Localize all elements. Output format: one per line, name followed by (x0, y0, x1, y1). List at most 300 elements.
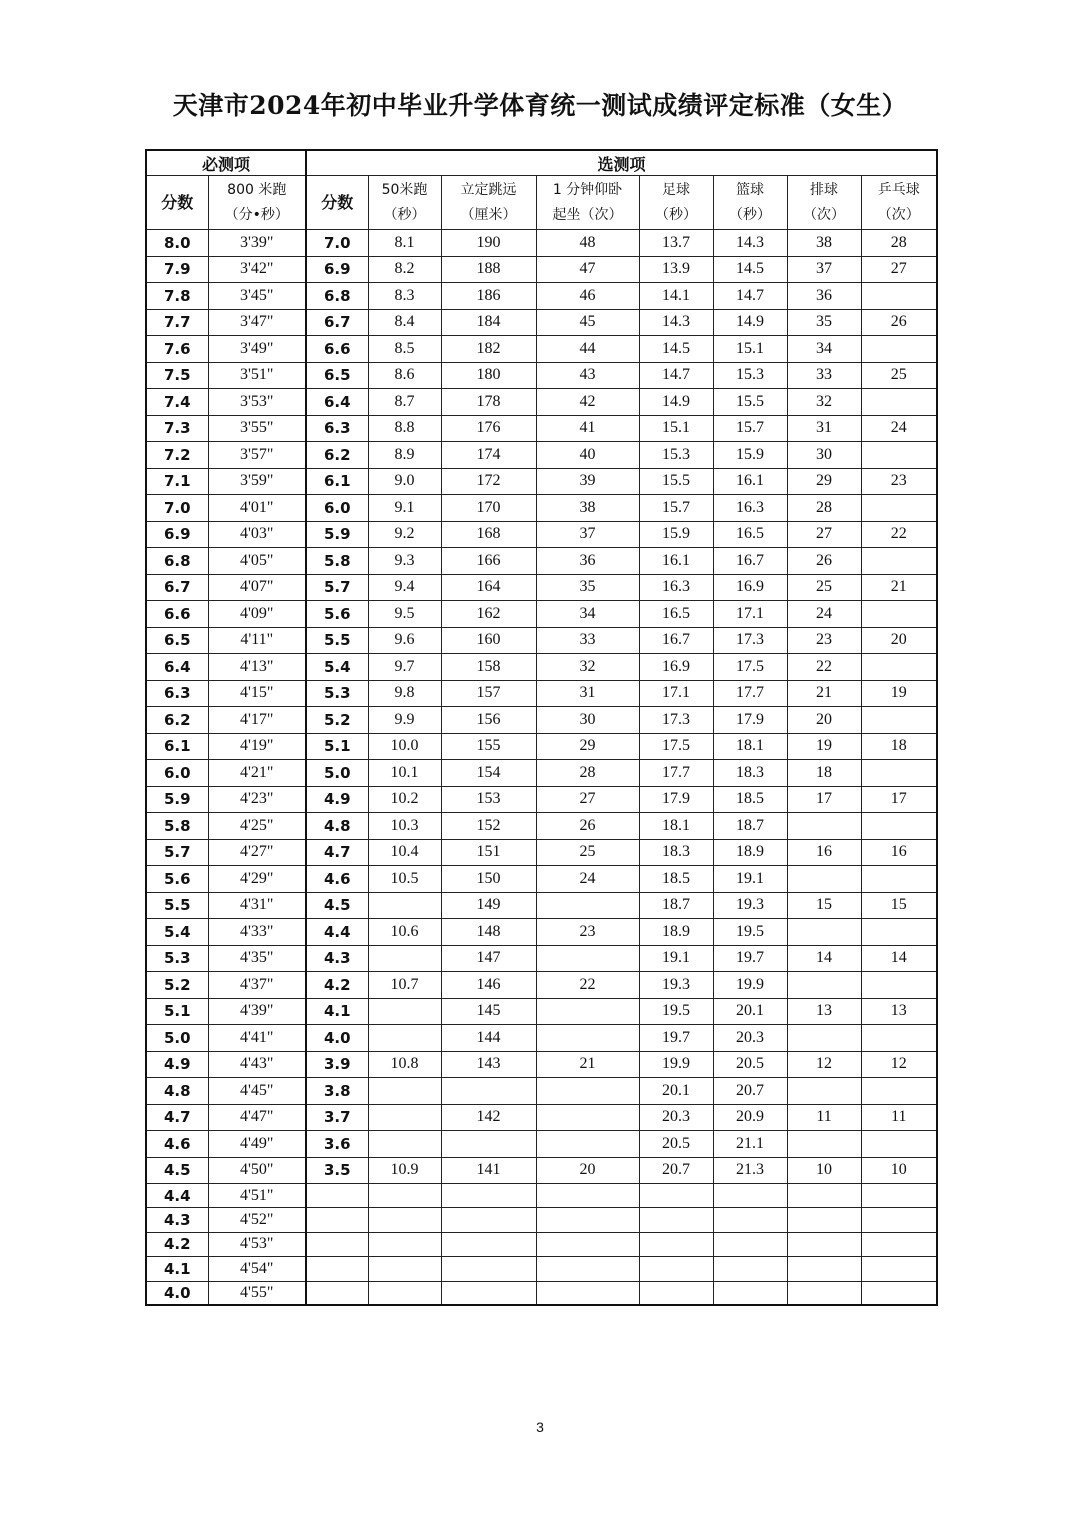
basketball-cell (713, 1257, 787, 1281)
long-jump-cell: 172 (441, 468, 536, 495)
score2-cell: 6.4 (306, 389, 368, 416)
basketball-cell: 21.3 (713, 1157, 787, 1184)
situps-cell: 28 (536, 760, 639, 787)
score-cell: 4.1 (146, 1257, 208, 1281)
table-row (146, 786, 937, 813)
volleyball-cell: 22 (787, 654, 861, 681)
basketball-cell: 19.3 (713, 892, 787, 919)
football-cell: 16.3 (639, 574, 713, 601)
long-jump-cell: 170 (441, 495, 536, 522)
score-cell: 6.8 (146, 548, 208, 575)
table-row (146, 495, 937, 522)
long-jump-cell: 160 (441, 627, 536, 654)
volleyball-cell (787, 1184, 861, 1208)
table-row (146, 707, 937, 734)
run800-cell: 3'39" (208, 230, 306, 257)
volleyball-cell (787, 1257, 861, 1281)
run50-cell: 9.7 (368, 654, 441, 681)
score-cell: 6.2 (146, 707, 208, 734)
situps-cell: 44 (536, 336, 639, 363)
score2-cell: 4.4 (306, 919, 368, 946)
run800-cell: 4'35" (208, 945, 306, 972)
situps-cell: 46 (536, 283, 639, 310)
run800-cell: 3'47" (208, 309, 306, 336)
score2-cell: 4.6 (306, 866, 368, 893)
football-cell: 17.3 (639, 707, 713, 734)
score-cell: 7.5 (146, 362, 208, 389)
table-row (146, 627, 937, 654)
football-cell: 19.7 (639, 1025, 713, 1052)
basketball-cell: 14.9 (713, 309, 787, 336)
football-cell: 19.1 (639, 945, 713, 972)
score-cell: 5.8 (146, 813, 208, 840)
score2-cell: 6.9 (306, 256, 368, 283)
page-title: 天津市2024年初中毕业升学体育统一测试成绩评定标准（女生） (172, 91, 908, 120)
score2-cell: 6.6 (306, 336, 368, 363)
basketball-cell: 18.3 (713, 760, 787, 787)
run50-cell: 9.6 (368, 627, 441, 654)
situps-cell (536, 1025, 639, 1052)
score2-cell: 5.8 (306, 548, 368, 575)
score-cell: 5.3 (146, 945, 208, 972)
score-cell: 4.0 (146, 1281, 208, 1305)
run50-cell: 9.2 (368, 521, 441, 548)
basketball-cell: 19.1 (713, 866, 787, 893)
pingpong-cell: 19 (861, 680, 937, 707)
situps-cell (536, 892, 639, 919)
football-cell: 14.7 (639, 362, 713, 389)
score-cell: 7.6 (146, 336, 208, 363)
situps-cell: 33 (536, 627, 639, 654)
volleyball-cell: 28 (787, 495, 861, 522)
score-cell: 5.7 (146, 839, 208, 866)
football-cell: 17.1 (639, 680, 713, 707)
run50-cell: 9.1 (368, 495, 441, 522)
score-cell: 5.0 (146, 1025, 208, 1052)
table-row (146, 230, 937, 257)
long-jump-cell: 180 (441, 362, 536, 389)
pingpong-cell: 23 (861, 468, 937, 495)
situps-cell: 25 (536, 839, 639, 866)
run800-cell: 3'42" (208, 256, 306, 283)
situps-cell (536, 1208, 639, 1232)
table-row (146, 1025, 937, 1052)
group-header-row (146, 150, 937, 176)
pingpong-cell (861, 1208, 937, 1232)
long-jump-cell: 184 (441, 309, 536, 336)
long-jump-cell: 145 (441, 998, 536, 1025)
run800-cell: 4'53" (208, 1232, 306, 1256)
football-cell: 17.9 (639, 786, 713, 813)
volleyball-cell: 23 (787, 627, 861, 654)
long-jump-cell: 142 (441, 1104, 536, 1131)
volleyball-cell (787, 813, 861, 840)
score-cell: 4.7 (146, 1104, 208, 1131)
long-jump-cell: 182 (441, 336, 536, 363)
run800-cell: 4'54" (208, 1257, 306, 1281)
score2-cell: 3.6 (306, 1131, 368, 1158)
score-cell: 7.1 (146, 468, 208, 495)
score-standard-table (145, 149, 938, 1306)
volleyball-cell: 14 (787, 945, 861, 972)
pingpong-cell (861, 813, 937, 840)
score-cell: 6.0 (146, 760, 208, 787)
volleyball-cell: 24 (787, 601, 861, 628)
run800-cell: 4'19" (208, 733, 306, 760)
run50-cell: 8.8 (368, 415, 441, 442)
table-row (146, 442, 937, 469)
basketball-cell: 17.5 (713, 654, 787, 681)
table-row (146, 389, 937, 416)
run50-cell: 8.6 (368, 362, 441, 389)
pingpong-cell (861, 283, 937, 310)
situps-cell: 37 (536, 521, 639, 548)
football-cell: 17.5 (639, 733, 713, 760)
score2-cell: 5.5 (306, 627, 368, 654)
basketball-cell: 16.1 (713, 468, 787, 495)
pingpong-cell: 17 (861, 786, 937, 813)
basketball-cell: 21.1 (713, 1131, 787, 1158)
pingpong-cell (861, 1184, 937, 1208)
pingpong-cell: 28 (861, 230, 937, 257)
football-cell: 16.7 (639, 627, 713, 654)
situps-cell: 31 (536, 680, 639, 707)
score2-cell: 6.8 (306, 283, 368, 310)
table-row (146, 283, 937, 310)
run50-cell: 8.1 (368, 230, 441, 257)
score-cell: 5.1 (146, 998, 208, 1025)
score2-cell (306, 1281, 368, 1305)
pingpong-cell: 10 (861, 1157, 937, 1184)
score2-cell (306, 1184, 368, 1208)
pingpong-cell: 15 (861, 892, 937, 919)
long-jump-cell: 146 (441, 972, 536, 999)
basketball-header: 篮球 （秒） (713, 176, 787, 230)
basketball-cell (713, 1184, 787, 1208)
long-jump-cell: 151 (441, 839, 536, 866)
run800-cell: 4'27" (208, 839, 306, 866)
table-row (146, 309, 937, 336)
table-row (146, 468, 937, 495)
football-cell: 16.9 (639, 654, 713, 681)
long-jump-cell (441, 1281, 536, 1305)
score2-cell: 7.0 (306, 230, 368, 257)
table-row (146, 521, 937, 548)
table-row (146, 336, 937, 363)
score-cell: 5.9 (146, 786, 208, 813)
table-row (146, 945, 937, 972)
table-row (146, 866, 937, 893)
table-row (146, 919, 937, 946)
run800-cell: 4'43" (208, 1051, 306, 1078)
score2-cell: 5.9 (306, 521, 368, 548)
score2-cell: 3.5 (306, 1157, 368, 1184)
basketball-cell: 14.3 (713, 230, 787, 257)
run800-cell: 4'13" (208, 654, 306, 681)
score-cell: 7.9 (146, 256, 208, 283)
situps-cell: 48 (536, 230, 639, 257)
volleyball-cell: 35 (787, 309, 861, 336)
run50-cell: 10.4 (368, 839, 441, 866)
pingpong-cell (861, 654, 937, 681)
table-row (146, 415, 937, 442)
basketball-cell: 16.5 (713, 521, 787, 548)
pingpong-cell (861, 389, 937, 416)
volleyball-cell: 32 (787, 389, 861, 416)
table-row (146, 760, 937, 787)
long-jump-cell: 174 (441, 442, 536, 469)
table-body (146, 230, 937, 1306)
run50-cell (368, 1208, 441, 1232)
football-cell: 17.7 (639, 760, 713, 787)
situps-cell: 22 (536, 972, 639, 999)
run50-cell: 10.3 (368, 813, 441, 840)
score-cell: 7.8 (146, 283, 208, 310)
run800-cell: 3'51" (208, 362, 306, 389)
football-cell: 14.3 (639, 309, 713, 336)
score2-cell: 5.1 (306, 733, 368, 760)
volleyball-cell: 31 (787, 415, 861, 442)
run50-cell: 10.8 (368, 1051, 441, 1078)
volleyball-cell: 38 (787, 230, 861, 257)
run50-cell: 9.5 (368, 601, 441, 628)
situps-cell (536, 1131, 639, 1158)
volleyball-cell: 15 (787, 892, 861, 919)
pingpong-cell: 13 (861, 998, 937, 1025)
football-cell (639, 1184, 713, 1208)
situps-header: 1 分钟仰卧 起坐（次） (536, 176, 639, 230)
volleyball-cell: 12 (787, 1051, 861, 1078)
football-cell: 20.1 (639, 1078, 713, 1105)
situps-cell (536, 945, 639, 972)
score-header: 分数 (146, 176, 208, 230)
football-cell: 15.3 (639, 442, 713, 469)
table-row (146, 1208, 937, 1232)
long-jump-cell (441, 1232, 536, 1256)
table-row (146, 680, 937, 707)
football-cell: 15.5 (639, 468, 713, 495)
run50-cell: 10.5 (368, 866, 441, 893)
volleyball-cell: 29 (787, 468, 861, 495)
score-cell: 4.3 (146, 1208, 208, 1232)
volleyball-cell: 17 (787, 786, 861, 813)
table-row (146, 256, 937, 283)
situps-cell: 21 (536, 1051, 639, 1078)
situps-cell: 43 (536, 362, 639, 389)
football-cell (639, 1208, 713, 1232)
football-cell: 18.5 (639, 866, 713, 893)
basketball-cell: 19.9 (713, 972, 787, 999)
volleyball-cell (787, 1232, 861, 1256)
volleyball-cell: 21 (787, 680, 861, 707)
run800-cell: 4'07" (208, 574, 306, 601)
score2-cell: 4.8 (306, 813, 368, 840)
long-jump-cell: 148 (441, 919, 536, 946)
score-cell: 4.8 (146, 1078, 208, 1105)
table-row (146, 1257, 937, 1281)
score2-cell: 4.7 (306, 839, 368, 866)
long-jump-cell: 176 (441, 415, 536, 442)
football-cell: 15.1 (639, 415, 713, 442)
run800-cell: 4'17" (208, 707, 306, 734)
run50-cell: 10.2 (368, 786, 441, 813)
basketball-cell: 19.5 (713, 919, 787, 946)
long-jump-cell: 149 (441, 892, 536, 919)
situps-cell (536, 998, 639, 1025)
score2-cell (306, 1257, 368, 1281)
table-row (146, 1232, 937, 1256)
basketball-cell: 18.5 (713, 786, 787, 813)
long-jump-cell: 155 (441, 733, 536, 760)
basketball-cell: 20.7 (713, 1078, 787, 1105)
score-cell: 5.2 (146, 972, 208, 999)
football-cell: 14.5 (639, 336, 713, 363)
pingpong-cell: 22 (861, 521, 937, 548)
run800-cell: 4'37" (208, 972, 306, 999)
situps-cell (536, 1078, 639, 1105)
run50-cell: 8.7 (368, 389, 441, 416)
score-cell: 6.5 (146, 627, 208, 654)
long-jump-header: 立定跳远 （厘米） (441, 176, 536, 230)
score2-cell: 6.1 (306, 468, 368, 495)
volleyball-cell: 27 (787, 521, 861, 548)
pingpong-cell (861, 1131, 937, 1158)
run800-cell: 4'21" (208, 760, 306, 787)
table-row (146, 1104, 937, 1131)
run800-cell: 3'45" (208, 283, 306, 310)
basketball-cell: 20.5 (713, 1051, 787, 1078)
football-cell: 20.5 (639, 1131, 713, 1158)
score-cell: 4.5 (146, 1157, 208, 1184)
score-cell: 6.9 (146, 521, 208, 548)
football-cell: 18.3 (639, 839, 713, 866)
long-jump-cell: 152 (441, 813, 536, 840)
volleyball-cell (787, 1078, 861, 1105)
score2-cell: 5.4 (306, 654, 368, 681)
basketball-cell: 15.9 (713, 442, 787, 469)
long-jump-cell: 144 (441, 1025, 536, 1052)
pingpong-cell (861, 601, 937, 628)
run800-cell: 4'05" (208, 548, 306, 575)
long-jump-cell: 158 (441, 654, 536, 681)
pingpong-cell (861, 919, 937, 946)
run50-cell: 10.6 (368, 919, 441, 946)
volleyball-cell (787, 919, 861, 946)
volleyball-cell: 33 (787, 362, 861, 389)
volleyball-cell: 10 (787, 1157, 861, 1184)
run800-cell: 4'47" (208, 1104, 306, 1131)
table-row (146, 733, 937, 760)
score-cell: 4.6 (146, 1131, 208, 1158)
pingpong-cell: 24 (861, 415, 937, 442)
long-jump-cell (441, 1257, 536, 1281)
score-cell: 6.6 (146, 601, 208, 628)
basketball-cell: 17.9 (713, 707, 787, 734)
pingpong-cell (861, 972, 937, 999)
basketball-cell: 16.7 (713, 548, 787, 575)
run50-cell: 9.8 (368, 680, 441, 707)
run800-cell: 4'29" (208, 866, 306, 893)
long-jump-cell (441, 1131, 536, 1158)
volleyball-cell (787, 1131, 861, 1158)
score-cell: 7.0 (146, 495, 208, 522)
table-row (146, 813, 937, 840)
situps-cell: 42 (536, 389, 639, 416)
football-cell: 19.5 (639, 998, 713, 1025)
pingpong-cell (861, 1281, 937, 1305)
run800-cell: 4'09" (208, 601, 306, 628)
run800-cell: 4'51" (208, 1184, 306, 1208)
football-cell: 18.1 (639, 813, 713, 840)
pingpong-cell (861, 1232, 937, 1256)
long-jump-cell: 168 (441, 521, 536, 548)
score-cell: 7.3 (146, 415, 208, 442)
pingpong-cell: 27 (861, 256, 937, 283)
pingpong-cell: 16 (861, 839, 937, 866)
run800-cell: 4'11" (208, 627, 306, 654)
score2-cell: 5.3 (306, 680, 368, 707)
score2-cell: 6.2 (306, 442, 368, 469)
situps-cell (536, 1184, 639, 1208)
score-cell: 6.4 (146, 654, 208, 681)
pingpong-cell: 20 (861, 627, 937, 654)
pingpong-cell (861, 548, 937, 575)
basketball-cell: 17.1 (713, 601, 787, 628)
football-cell: 16.1 (639, 548, 713, 575)
volleyball-cell: 19 (787, 733, 861, 760)
run800-cell: 4'01" (208, 495, 306, 522)
football-cell: 19.3 (639, 972, 713, 999)
football-cell: 13.7 (639, 230, 713, 257)
situps-cell: 20 (536, 1157, 639, 1184)
score2-cell: 4.9 (306, 786, 368, 813)
situps-cell: 27 (536, 786, 639, 813)
situps-cell: 38 (536, 495, 639, 522)
long-jump-cell: 141 (441, 1157, 536, 1184)
score-cell: 4.9 (146, 1051, 208, 1078)
long-jump-cell: 162 (441, 601, 536, 628)
football-cell: 18.7 (639, 892, 713, 919)
situps-cell (536, 1104, 639, 1131)
long-jump-cell: 147 (441, 945, 536, 972)
volleyball-cell: 36 (787, 283, 861, 310)
long-jump-cell: 143 (441, 1051, 536, 1078)
score2-cell: 6.0 (306, 495, 368, 522)
basketball-cell: 15.1 (713, 336, 787, 363)
score-cell: 8.0 (146, 230, 208, 257)
situps-cell: 36 (536, 548, 639, 575)
page-number: 3 (536, 1419, 544, 1435)
situps-cell: 40 (536, 442, 639, 469)
score-cell: 5.5 (146, 892, 208, 919)
run50-cell (368, 1281, 441, 1305)
volleyball-cell: 16 (787, 839, 861, 866)
score2-cell (306, 1232, 368, 1256)
score2-cell: 4.0 (306, 1025, 368, 1052)
pingpong-cell: 21 (861, 574, 937, 601)
required-group-header: 必测项 (146, 150, 306, 176)
run50-cell: 8.4 (368, 309, 441, 336)
football-header: 足球 （秒） (639, 176, 713, 230)
volleyball-cell (787, 972, 861, 999)
volleyball-cell: 20 (787, 707, 861, 734)
run50-cell (368, 1078, 441, 1105)
score-cell: 7.4 (146, 389, 208, 416)
volleyball-cell (787, 1208, 861, 1232)
situps-cell: 26 (536, 813, 639, 840)
optional-group-header: 选测项 (306, 150, 937, 176)
pingpong-cell (861, 336, 937, 363)
